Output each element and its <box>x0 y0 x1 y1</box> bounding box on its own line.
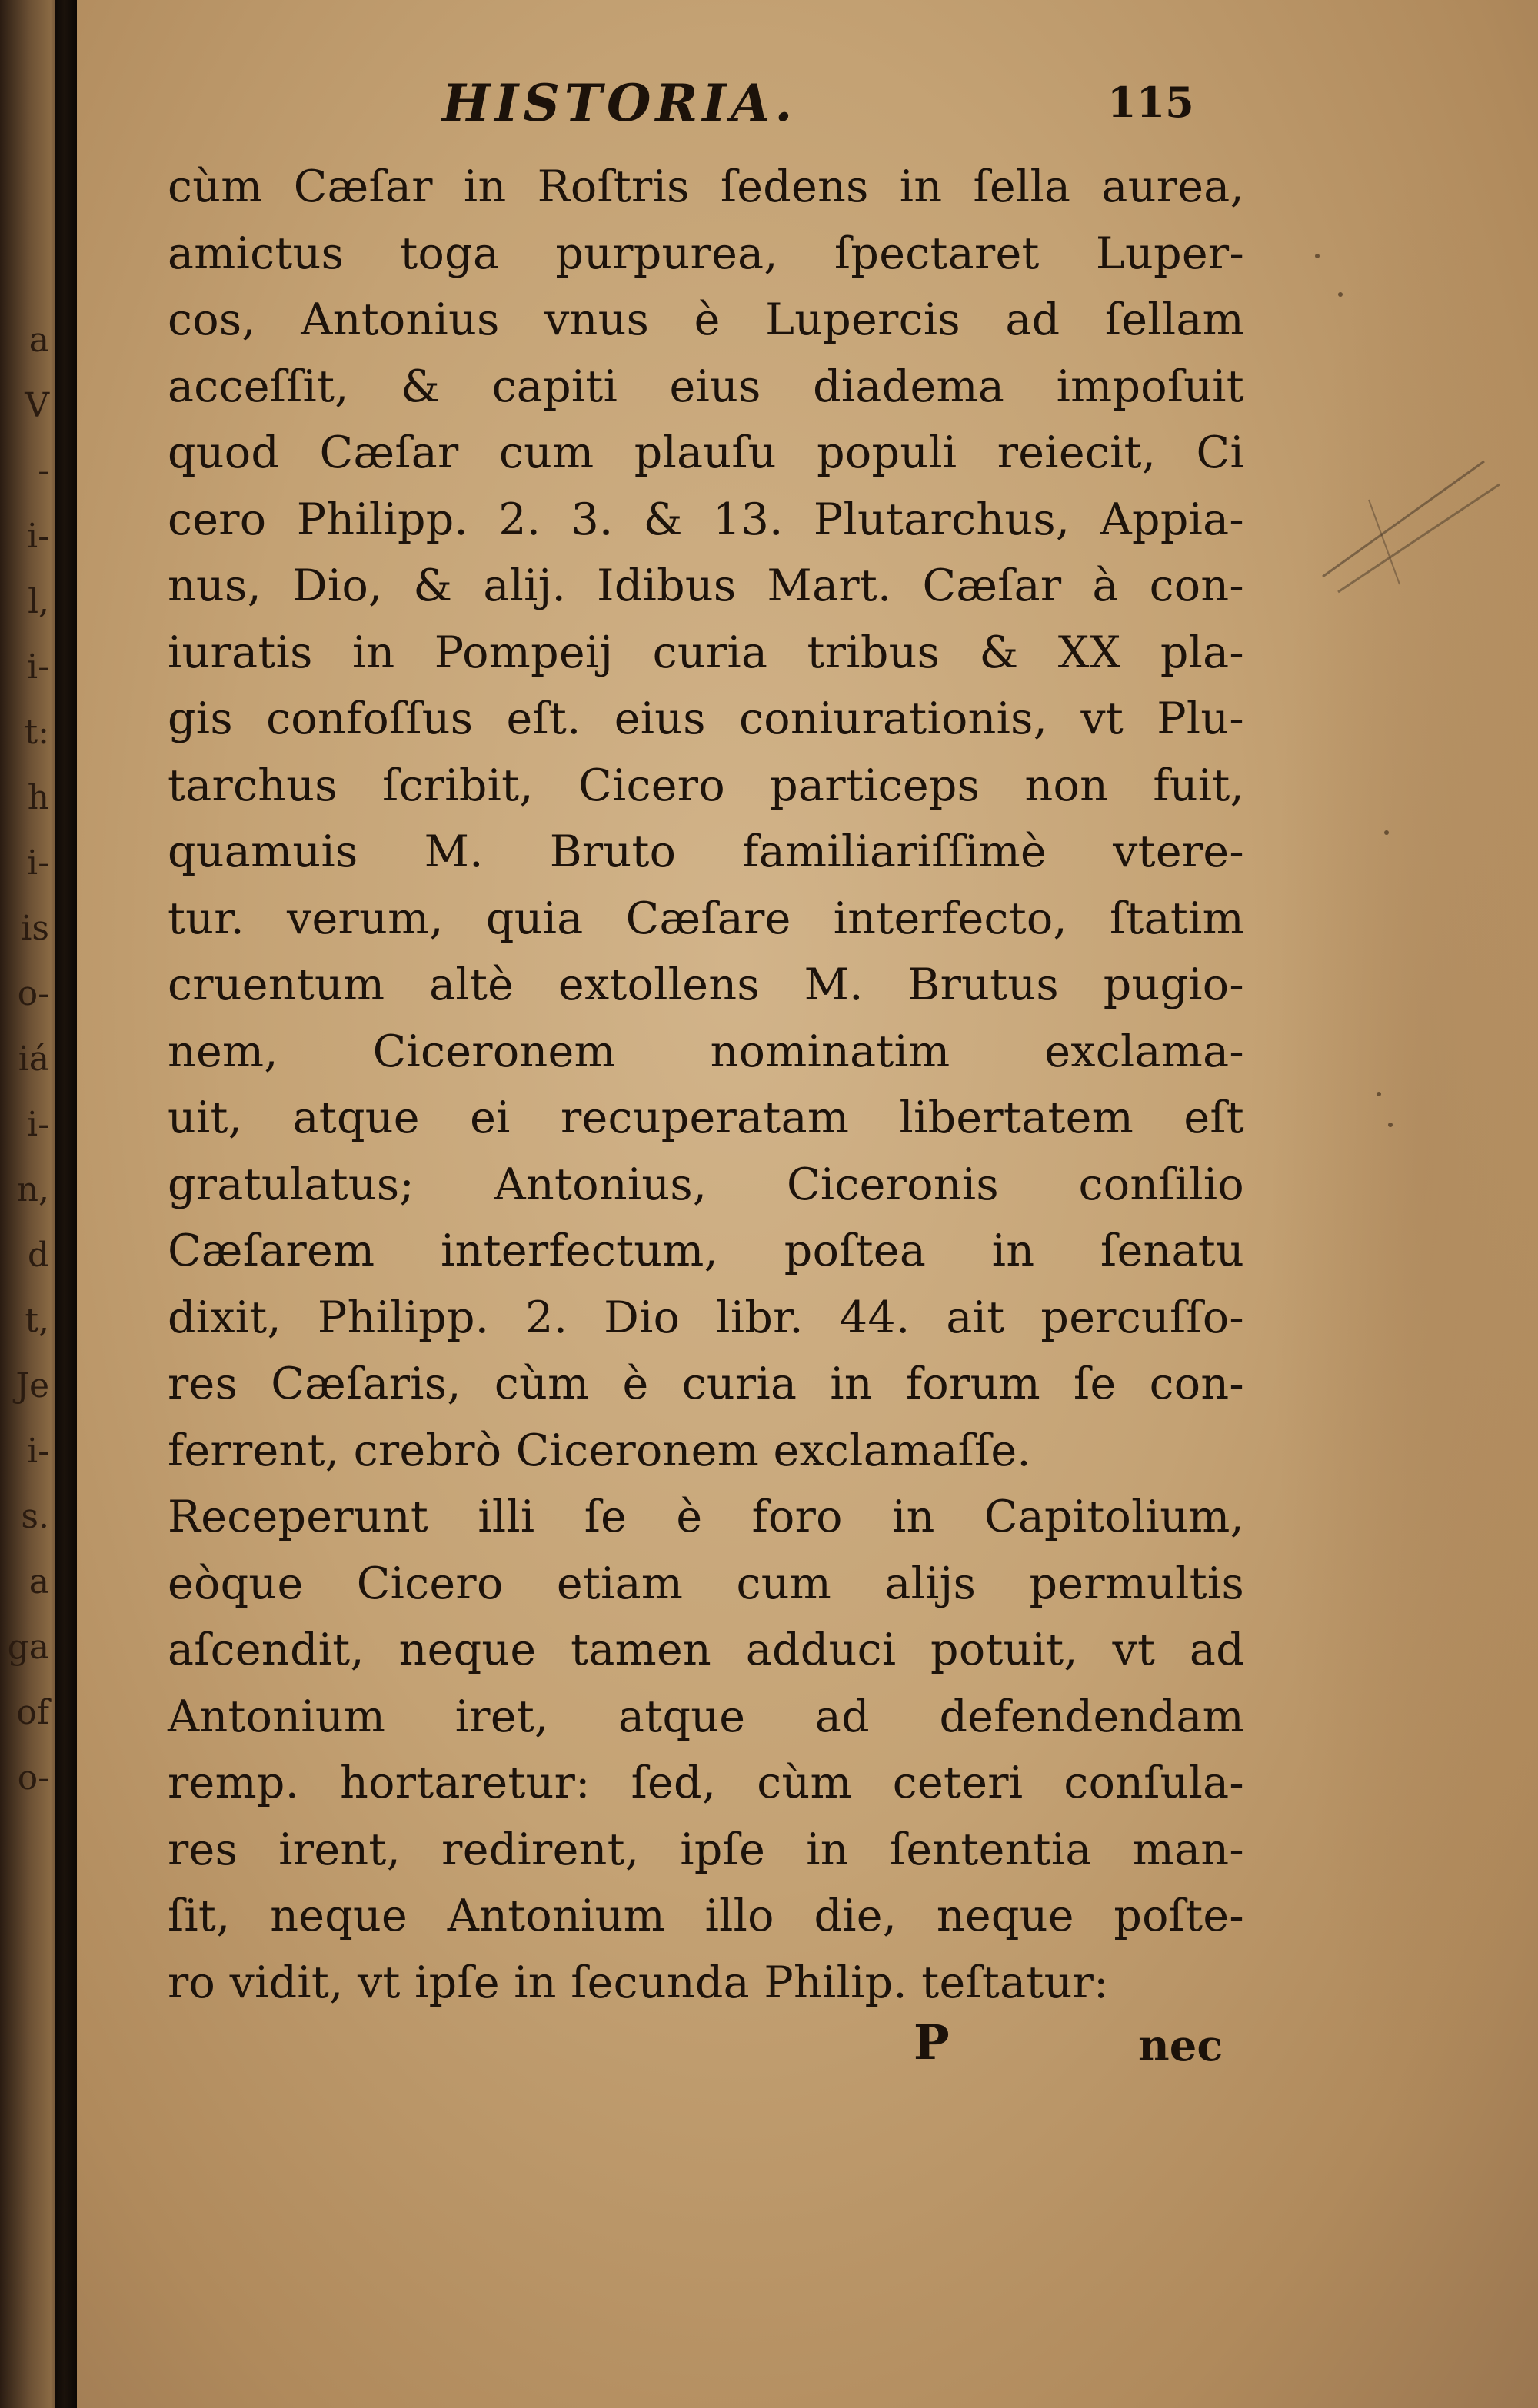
margin-fragment: i- <box>27 1432 49 1471</box>
margin-fragment: of <box>16 1693 49 1732</box>
page-footer <box>907 2014 1246 2076</box>
page-header <box>400 73 1246 142</box>
text-line: acceſſit, & capiti eius diadema impoſuit <box>168 361 1244 412</box>
running-head: HISTORIA. <box>442 73 797 133</box>
text-line: gratulatus; Antonius, Ciceronis conſilio <box>168 1159 1244 1210</box>
text-line: remp. hortaretur: ſed, cùm ceteri conſula- <box>168 1758 1244 1808</box>
margin-fragment: i- <box>27 1105 49 1144</box>
margin-fragment: o- <box>17 1758 49 1798</box>
ink-speck <box>1377 1092 1381 1096</box>
text-line: cruentum altè extollens M. Brutus pugio- <box>168 960 1244 1010</box>
margin-fragment: ga <box>7 1628 49 1667</box>
text-line: tur. verum, quia Cæſare interfecto, ſtatim <box>168 893 1244 944</box>
signature-mark: P <box>914 2014 950 2070</box>
margin-fragment: is <box>21 909 49 948</box>
text-line: dixit, Philipp. 2. Dio libr. 44. ait percuſſo- <box>168 1292 1244 1343</box>
text-line: quamuis M. Bruto familiariſſimè vtere- <box>168 827 1244 877</box>
text-line: res Cæſaris, cùm è curia in forum ſe con- <box>168 1359 1244 1409</box>
margin-fragment: o- <box>17 974 49 1013</box>
text-line: res irent, redirent, ipſe in ſententia man- <box>168 1824 1244 1875</box>
text-line: uit, atque ei recuperatam libertatem eſt <box>168 1093 1244 1143</box>
margin-fragment: d <box>27 1236 49 1275</box>
text-line: iuratis in Pompeij curia tribus & XX pla- <box>168 627 1244 678</box>
margin-fragment: s. <box>21 1497 49 1536</box>
text-line: ſit, neque Antonium illo die, neque poſte- <box>168 1891 1244 1941</box>
text-line: cùm Cæſar in Roſtris ſedens in ſella aurea, <box>168 161 1244 212</box>
text-line: amictus toga purpurea, ſpectaret Luper- <box>168 228 1244 279</box>
margin-fragment: a <box>28 321 49 360</box>
margin-fragment: V <box>25 386 49 425</box>
text-line: nem, Ciceronem nominatim exclama- <box>168 1026 1244 1077</box>
ink-speck <box>1388 1123 1393 1127</box>
margin-fragment: i- <box>27 647 49 687</box>
pencil-cross-mark <box>1307 446 1507 600</box>
catchword: nec <box>1138 2021 1223 2071</box>
margin-fragment: - <box>38 451 49 491</box>
text-line: cos, Antonius vnus è Lupercis ad ſellam <box>168 294 1244 345</box>
margin-fragment: Je <box>15 1366 49 1405</box>
book-page <box>77 0 1538 2408</box>
margin-fragment: l, <box>27 582 49 621</box>
text-line: quod Cæſar cum plauſu populi reiecit, Ci <box>168 427 1244 478</box>
gutter-shadow <box>55 0 78 2408</box>
text-line: Antonium iret, atque ad defendendam <box>168 1691 1244 1742</box>
text-line: gis confoſſus eſt. eius coniurationis, vt Plu- <box>168 693 1244 744</box>
text-line: eòque Cicero etiam cum alijs permultis <box>168 1558 1244 1609</box>
ink-speck <box>1338 292 1343 297</box>
margin-fragment: t, <box>25 1301 49 1340</box>
text-line: Cæſarem interfectum, poſtea in ſenatu <box>168 1226 1244 1276</box>
margin-fragment: t: <box>24 713 49 752</box>
ink-speck <box>1384 830 1389 835</box>
ink-speck <box>1315 254 1320 258</box>
margin-fragment: iá <box>18 1039 49 1079</box>
text-line: ro vidit, vt ipſe in ſecunda Philip. teſtatur: <box>168 1957 1109 2008</box>
text-line: ferrent, crebrò Ciceronem exclamaſſe. <box>168 1425 1031 1476</box>
text-line: tarchus ſcribit, Cicero particeps non fuit, <box>168 760 1244 811</box>
page-number: 115 <box>1107 78 1194 127</box>
margin-fragment: h <box>27 778 49 817</box>
text-line: aſcendit, neque tamen adduci potuit, vt ad <box>168 1625 1244 1675</box>
text-block <box>168 154 1244 2122</box>
text-line: Receperunt illi ſe è foro in Capitolium, <box>168 1492 1244 1542</box>
margin-fragment: i- <box>27 843 49 883</box>
text-line: cero Philipp. 2. 3. & 13. Plutarchus, Appia- <box>168 494 1244 545</box>
margin-fragment: n, <box>16 1170 49 1209</box>
text-line: nus, Dio, & alij. Idibus Mart. Cæſar à con- <box>168 560 1244 611</box>
margin-fragment: a <box>28 1562 49 1601</box>
facing-page-margin <box>0 308 54 1845</box>
margin-fragment: i- <box>27 517 49 556</box>
